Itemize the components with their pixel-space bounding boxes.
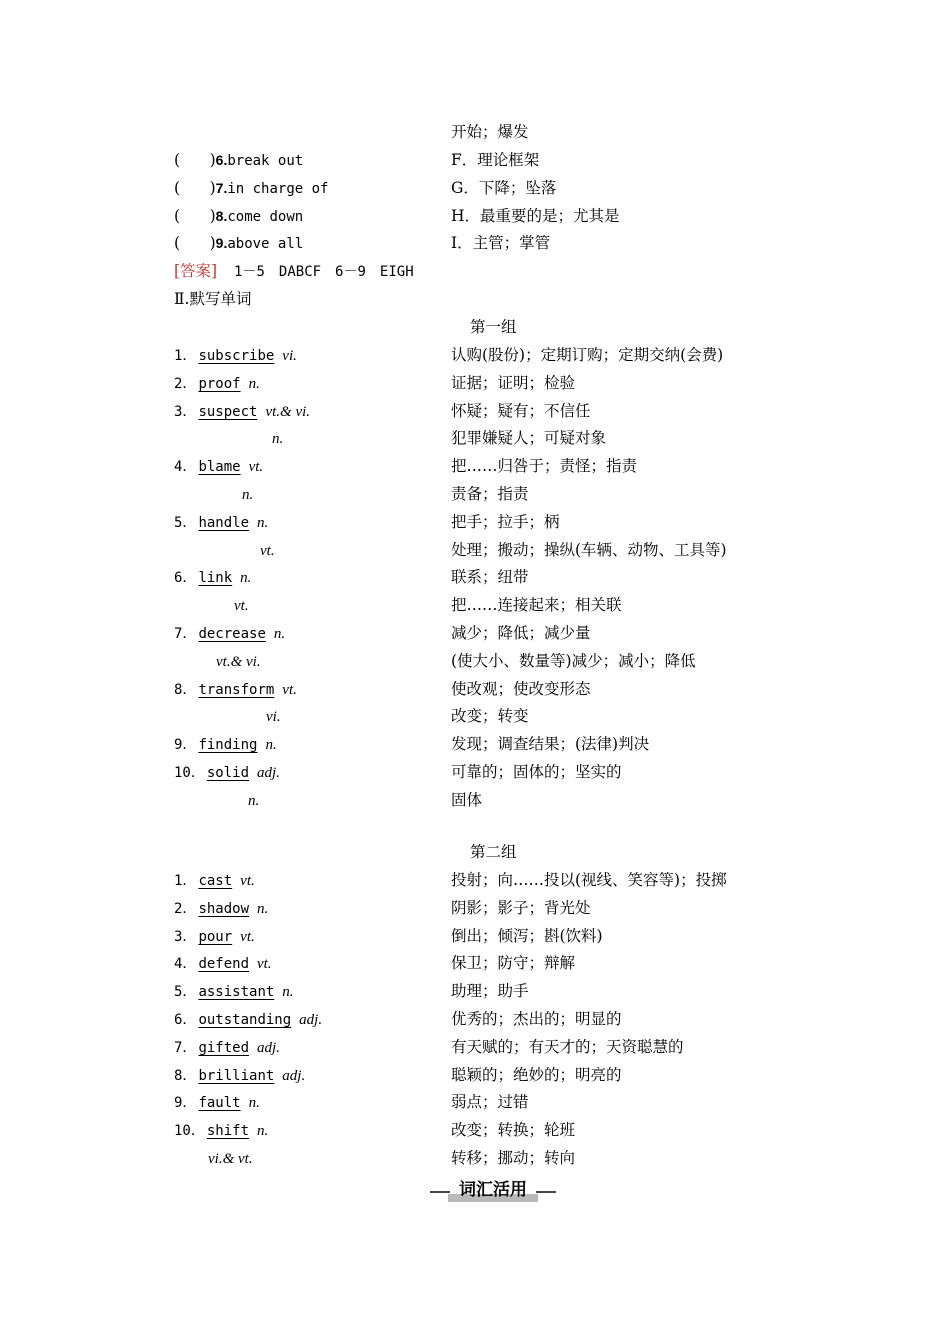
vocab-meaning: 犯罪嫌疑人；可疑对象 <box>451 429 607 448</box>
answer-blank[interactable]: ( ) <box>174 234 216 253</box>
vocab-meaning: 改变；转换；轮班 <box>451 1121 576 1140</box>
part-of-speech: n. <box>257 1123 269 1140</box>
vocab-entry <box>174 480 253 508</box>
part-of-speech: n. <box>272 431 284 448</box>
vocab-meaning: 联系；纽带 <box>451 568 529 587</box>
answer-blank[interactable]: ( ) <box>174 178 216 197</box>
section-title: Ⅱ.默写单词 <box>174 290 252 308</box>
vocab-meaning: 优秀的；杰出的；明显的 <box>451 1010 622 1028</box>
part-of-speech: n. <box>257 900 269 917</box>
part-of-speech: n. <box>248 1095 260 1112</box>
option-e-continuation: 开始；爆发 <box>451 123 529 141</box>
vocab-entry <box>174 949 272 977</box>
part-of-speech: adj. <box>257 765 280 781</box>
item-number: 6. <box>215 152 228 168</box>
vocab-word: handle <box>198 514 250 531</box>
entry-number: 6． <box>174 570 197 587</box>
vocab-meaning: 弱点；过错 <box>451 1093 529 1112</box>
section-banner <box>430 1180 556 1204</box>
part-of-speech: vt. <box>240 928 255 945</box>
part-of-speech: n. <box>248 375 260 392</box>
answer-tag: [答案] <box>174 262 218 280</box>
entry-number: 8． <box>174 1067 197 1084</box>
answer-text: 1－5 DABCF 6－9 EIGH <box>234 264 414 280</box>
answer-blank[interactable]: ( ) <box>174 151 216 169</box>
part-of-speech: n. <box>265 737 277 754</box>
match-row-left <box>174 229 303 257</box>
match-option: G．下降；坠落 <box>451 178 557 197</box>
vocab-word: outstanding <box>198 1012 292 1028</box>
entry-number: 9． <box>174 737 197 754</box>
match-option: I．主管；掌管 <box>451 234 551 253</box>
item-number: 7. <box>215 179 228 196</box>
vocab-entry <box>174 397 310 425</box>
part-of-speech: n. <box>273 626 286 642</box>
group2-title: 第二组 <box>470 843 517 861</box>
part-of-speech: n. <box>242 487 254 503</box>
part-of-speech: n. <box>240 570 252 587</box>
vocab-meaning: 怀疑；疑有；不信任 <box>451 401 591 420</box>
part-of-speech: vt. <box>240 873 255 889</box>
vocab-meaning: 保卫；防守；辩解 <box>451 954 576 973</box>
part-of-speech: n. <box>282 984 294 1001</box>
vocab-entry <box>174 786 259 814</box>
vocab-entry <box>174 758 280 786</box>
part-of-speech: n. <box>248 792 260 809</box>
vocab-word: cast <box>198 873 233 889</box>
vocab-meaning: 使改观；使改变形态 <box>451 679 591 698</box>
part-of-speech: vt. <box>282 681 297 698</box>
vocab-entry <box>174 1061 305 1089</box>
entry-number: 3． <box>174 928 197 945</box>
entry-number: 3． <box>174 403 197 420</box>
part-of-speech: vt. <box>257 956 272 973</box>
match-row-left <box>174 174 329 202</box>
vocab-entry <box>174 619 285 647</box>
vocab-meaning: 把……归咎于；责怪；指责 <box>451 457 638 476</box>
vocab-meaning: 改变；转变 <box>451 707 529 726</box>
entry-number: 6． <box>174 1012 197 1028</box>
banner-rule-right <box>536 1191 556 1193</box>
entry-number: 2． <box>174 900 197 917</box>
vocab-entry <box>174 922 255 950</box>
part-of-speech: adj. <box>299 1012 323 1028</box>
vocab-word: solid <box>206 765 250 781</box>
vocab-meaning: 有天赋的；有天才的；天资聪慧的 <box>451 1037 684 1056</box>
vocab-entry <box>174 1088 260 1116</box>
banner-title: 词汇活用 <box>459 1180 527 1200</box>
part-of-speech: vt.& vi. <box>265 403 311 420</box>
vocab-entry <box>174 508 268 536</box>
vocab-entry <box>174 866 255 894</box>
entry-number: 7． <box>174 1039 197 1056</box>
vocab-meaning: 倒出；倾泻；斟(饮料) <box>451 926 603 945</box>
vocab-entry <box>174 536 275 564</box>
vocab-entry <box>174 977 294 1005</box>
vocab-word: subscribe <box>198 348 275 364</box>
vocab-entry <box>174 647 261 675</box>
vocab-meaning: 固体 <box>451 790 483 809</box>
vocab-meaning: 聪颖的；绝妙的；明亮的 <box>451 1065 622 1084</box>
entry-number: 1． <box>174 873 197 889</box>
vocab-meaning: 把手；拉手；柄 <box>451 512 560 531</box>
phrase: above all <box>227 236 304 253</box>
vocab-word: transform <box>198 681 275 698</box>
vocab-word: brilliant <box>198 1067 275 1084</box>
part-of-speech: vi.& vt. <box>208 1151 253 1167</box>
part-of-speech: vt.& vi. <box>216 653 261 670</box>
vocab-entry <box>174 675 297 703</box>
vocab-entry <box>174 1005 322 1033</box>
vocab-entry <box>174 1144 253 1172</box>
phrase: come down <box>227 208 304 225</box>
part-of-speech: adj. <box>282 1067 306 1084</box>
vocab-word: gifted <box>198 1039 250 1056</box>
vocab-entry <box>174 702 281 730</box>
vocab-word: link <box>198 570 233 587</box>
vocab-entry <box>174 1033 280 1061</box>
entry-number: 4． <box>174 459 197 476</box>
entry-number: 8． <box>174 681 197 698</box>
vocab-word: fault <box>198 1095 241 1112</box>
vocab-entry <box>174 424 283 452</box>
vocab-entry <box>174 1116 268 1144</box>
part-of-speech: vi. <box>282 348 297 364</box>
entry-number: 4． <box>174 956 197 973</box>
entry-number: 5． <box>174 984 197 1001</box>
phrase: break out <box>227 153 304 169</box>
item-number: 9. <box>215 235 228 252</box>
vocab-word: suspect <box>198 403 258 420</box>
group1-title: 第一组 <box>470 318 517 336</box>
vocab-meaning: 投射；向……投以(视线、笑容等)；投掷 <box>451 871 727 889</box>
entry-number: 2． <box>174 375 197 392</box>
entry-number: 7． <box>174 626 197 642</box>
vocab-word: proof <box>198 375 241 392</box>
part-of-speech: adj. <box>257 1039 280 1056</box>
phrase: in charge of <box>227 180 329 197</box>
vocab-entry <box>174 369 260 397</box>
match-row-left <box>174 146 303 174</box>
vocab-meaning: (使大小、数量等)减少；减小；降低 <box>451 651 696 670</box>
vocab-meaning: 减少；降低；减少量 <box>451 624 591 642</box>
entry-number: 9． <box>174 1095 197 1112</box>
vocab-word: defend <box>198 956 250 973</box>
vocab-word: assistant <box>198 984 275 1001</box>
entry-number: 5． <box>174 514 197 531</box>
vocab-meaning: 责备；指责 <box>451 485 529 503</box>
banner-rule-left <box>430 1191 450 1193</box>
item-number: 8. <box>215 207 228 224</box>
vocab-meaning: 转移；挪动；转向 <box>451 1149 576 1167</box>
answer-blank[interactable]: ( ) <box>174 206 216 225</box>
vocab-entry <box>174 563 251 591</box>
entry-number: 10． <box>174 765 205 781</box>
vocab-meaning: 处理；搬动；操纵(车辆、动物、工具等) <box>451 540 727 559</box>
vocab-word: finding <box>198 737 258 754</box>
part-of-speech: vt. <box>234 598 249 615</box>
entry-number: 1． <box>174 348 197 364</box>
vocab-meaning: 认购(股份)；定期订购；定期交纳(会费) <box>451 346 724 364</box>
vocab-entry <box>174 894 268 922</box>
entry-number: 10． <box>174 1123 205 1140</box>
match-option: H．最重要的是；尤其是 <box>451 206 620 225</box>
vocab-word: pour <box>198 928 233 945</box>
vocab-meaning: 证据；证明；检验 <box>451 373 576 392</box>
vocab-entry <box>174 730 277 758</box>
part-of-speech: vt. <box>248 459 264 476</box>
part-of-speech: n. <box>257 514 269 531</box>
vocab-entry <box>174 341 297 369</box>
vocab-meaning: 助理；助手 <box>451 982 529 1001</box>
match-option: F．理论框架 <box>451 151 540 169</box>
vocab-word: blame <box>198 459 241 476</box>
answer-line <box>174 257 414 285</box>
vocab-word: shadow <box>198 900 250 917</box>
vocab-entry <box>174 591 249 619</box>
vocab-meaning: 发现；调查结果；(法律)判决 <box>451 735 650 754</box>
part-of-speech: vt. <box>260 542 275 559</box>
vocab-word: decrease <box>198 626 266 642</box>
vocab-meaning: 阴影；影子；背光处 <box>451 898 591 917</box>
match-row-left <box>174 202 303 230</box>
vocab-meaning: 把……连接起来；相关联 <box>451 596 622 615</box>
vocab-entry <box>174 452 263 480</box>
vocab-word: shift <box>206 1123 250 1140</box>
part-of-speech: vi. <box>266 709 281 726</box>
vocab-meaning: 可靠的；固体的；坚实的 <box>451 763 622 781</box>
